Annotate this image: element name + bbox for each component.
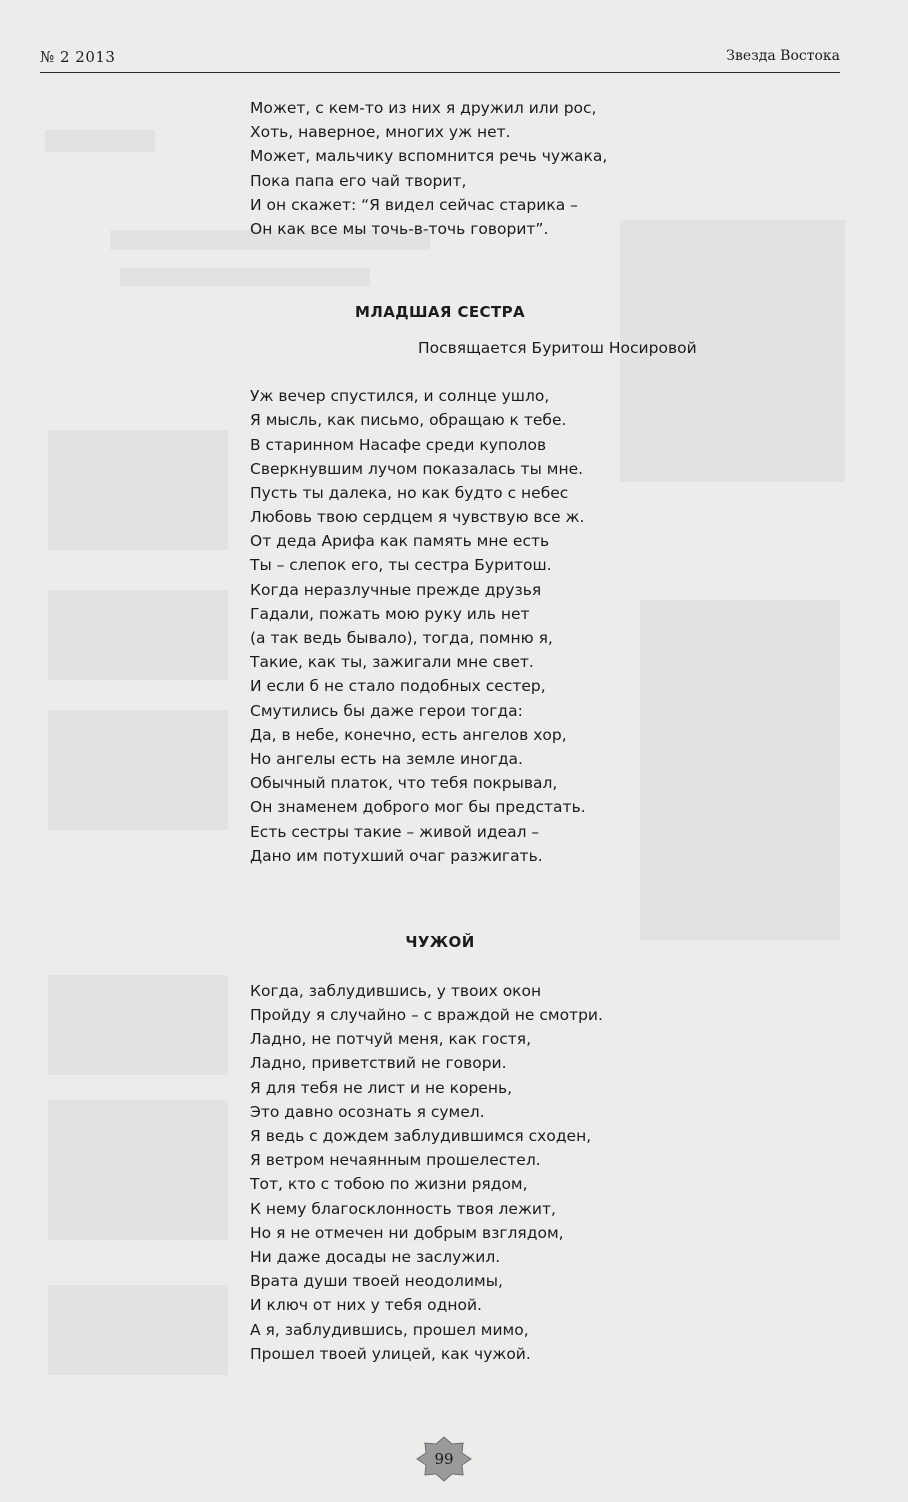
poem-line: Ни даже досады не заслужил. [250,1247,501,1266]
poem-line: А я, заблудившись, прошел мимо, [250,1320,529,1339]
journal-title: Звезда Востока [726,48,840,64]
poem-line: Пройду я случайно – с враждой не смотри. [250,1006,603,1025]
poem-line: Но я не отмечен ни добрым взглядом, [250,1223,564,1242]
poem-line: Я мысль, как письмо, обращаю к тебе. [250,411,567,430]
poem-line: Это давно осознать я сумел. [250,1102,485,1121]
page-number-badge [416,1436,472,1482]
poem-line: Когда, заблудившись, у твоих окон [250,981,542,1000]
poem-line: Да, в небе, конечно, есть ангелов хор, [250,725,567,744]
poem-line: И ключ от них у тебя одной. [250,1296,482,1315]
poem-stranger [250,979,790,1366]
poem-line: К нему благосклонность твоя лежит, [250,1199,556,1218]
poem-line: Пока папа его чай творит, [250,171,467,190]
poem-ending [250,96,790,241]
poem-line: Гадали, пожать мою руку иль нет [250,604,530,623]
poem-title-younger-sister: МЛАДШАЯ СЕСТРА [355,303,525,322]
poem-line: Тот, кто с тобою по жизни рядом, [250,1175,528,1194]
poem-line: Я ведь с дождем заблудившимся сходен, [250,1127,592,1145]
poem-line: Я для тебя не лист и не корень, [250,1078,513,1097]
poem-title-stranger: ЧУЖОЙ [405,932,475,951]
poem-younger-sister [250,384,790,868]
poem-line: Но ангелы есть на земле иногда. [250,749,523,768]
poem-line: От деда Арифа как память мне есть [250,532,550,551]
poem-line: Он как все мы точь-в-точь говорит”. [250,219,549,238]
poem-line: И если б не стало подобных сестер, [250,677,546,696]
poem-line: Уж вечер спустился, и солнце ушло, [250,387,550,406]
poem-line: В старинном Насафе среди куполов [250,435,547,454]
poem-line: Есть сестры такие – живой идеал – [250,822,540,841]
poem-line: Я ветром нечаянным прошелестел. [250,1151,541,1170]
poem-line: Смутились бы даже герои тогда: [250,701,523,720]
poem-line: Пусть ты далека, но как будто с небес [250,483,569,502]
poem-line: Дано им потухший очаг разжигать. [250,846,543,865]
poem-line: Такие, как ты, зажигали мне свет. [250,653,534,672]
poem-line: Прошел твоей улицей, как чужой. [250,1344,531,1363]
poem-line: Ладно, приветствий не говори. [250,1054,507,1073]
poem-line: Когда неразлучные прежде друзья [250,580,542,599]
poem-line: Врата души твоей неодолимы, [250,1272,503,1291]
poem-line: Обычный платок, что тебя покрывал, [250,774,558,793]
poem-line: Он знаменем доброго мог бы предстать. [250,798,586,817]
issue-number: № 2 2013 [40,48,116,66]
page-number: 99 [434,1450,454,1468]
poem-dedication: Посвящается Буритош Носировой [418,339,697,358]
poem-line: Может, мальчику вспомнится речь чужака, [250,147,608,166]
poem-line: Сверкнувшим лучом показалась ты мне. [250,459,584,478]
page-content [250,96,790,1366]
poem-line: Ты – слепок его, ты сестра Буритош. [250,556,552,575]
poem-line: (а так ведь бывало), тогда, помню я, [250,629,553,647]
poem-line: Хоть, наверное, многих уж нет. [250,123,511,142]
page-header [40,44,840,73]
poem-line: Ладно, не потчуй меня, как гостя, [250,1030,532,1049]
poem-line: И он скажет: “Я видел сейчас старика – [250,195,578,214]
poem-line: Любовь твою сердцем я чувствую все ж. [250,508,585,527]
poem-line: Может, с кем-то из них я дружил или рос, [250,99,597,117]
